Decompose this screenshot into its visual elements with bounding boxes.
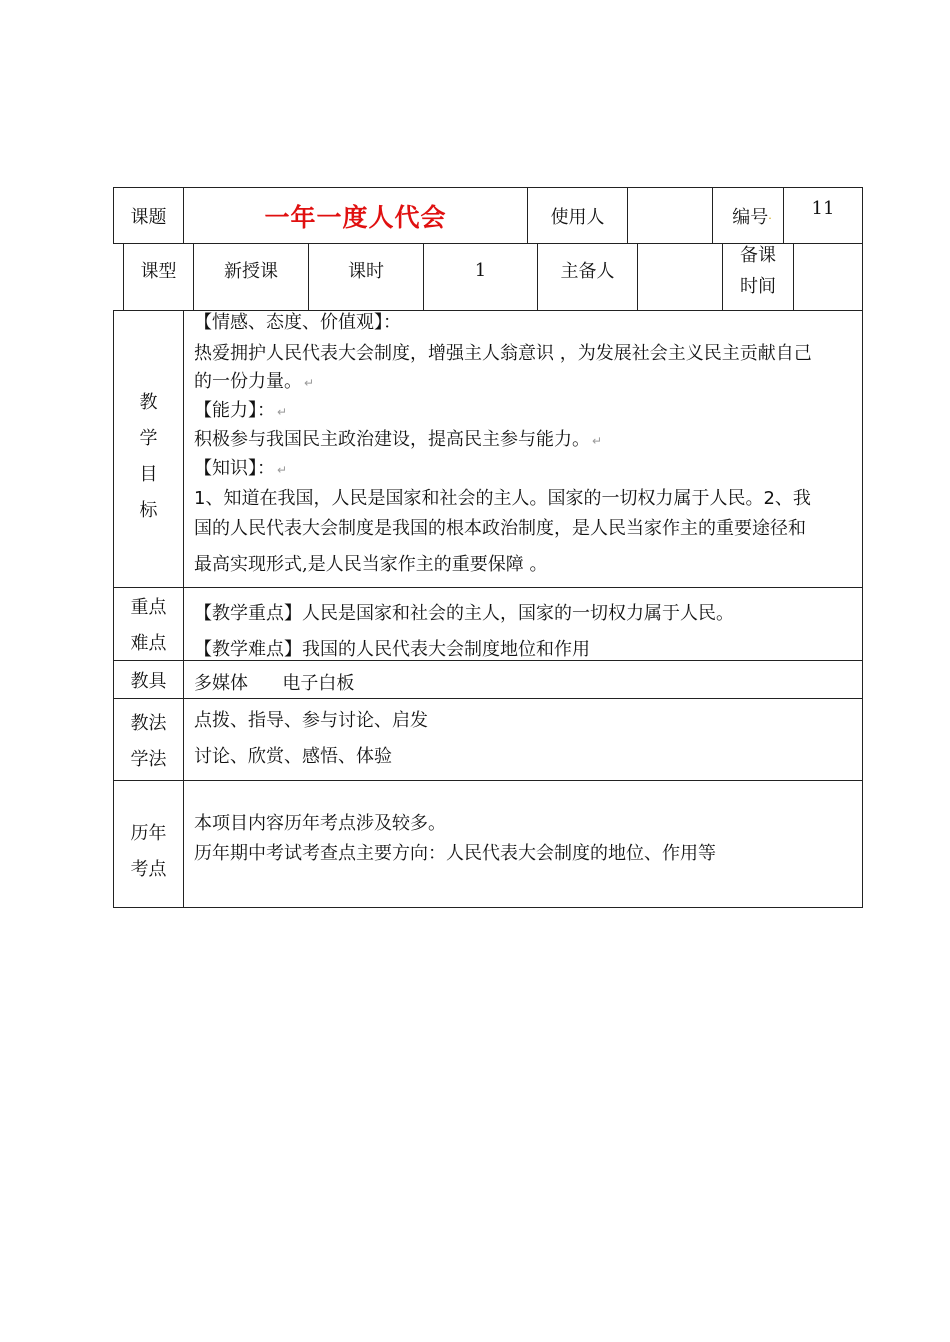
type-label: 课型 <box>140 261 177 282</box>
objectives-label-char: 标 <box>139 500 158 521</box>
objectives-content <box>194 309 854 580</box>
return-mark: ↵ <box>277 463 288 477</box>
prep-time-label <box>723 240 793 302</box>
methods-label <box>114 706 183 778</box>
preparer-value <box>638 244 722 296</box>
knowledge-line-3: 最高实现形式,是人民当家作主的重要保障 。 <box>194 554 548 575</box>
number-value: 11 <box>811 198 835 219</box>
preparer-label: 主备人 <box>560 261 615 282</box>
emotion-line-1: 热爱拥护人民代表大会制度，增强主人翁意识 ，为发展社会主义民主贡献自己 <box>194 343 812 364</box>
format-dot: . <box>768 209 772 222</box>
key-points-label-line1: 重点 <box>130 597 167 618</box>
objectives-label-char: 目 <box>139 464 158 485</box>
hours-value: 1 <box>474 259 487 281</box>
emotion-line-2 <box>194 368 854 397</box>
user-label: 使用人 <box>550 206 605 228</box>
return-mark: ↵ <box>277 405 288 419</box>
tools-value: 多媒体 电子白板 <box>194 673 355 694</box>
objectives-label-char: 学 <box>139 428 158 449</box>
knowledge-heading <box>194 455 854 484</box>
ability-heading <box>194 397 854 426</box>
hours-label: 课时 <box>348 261 384 282</box>
methods-content <box>194 703 854 775</box>
difficult-point-line: 【教学难点】我国的人民代表大会制度地位和作用 <box>194 639 590 660</box>
methods-label-line2: 学法 <box>130 749 167 770</box>
exam-line-1: 本项目内容历年考点涉及较多。 <box>194 813 446 834</box>
tools-label: 教具 <box>130 670 167 692</box>
knowledge-line-1: 1、知道在我国，人民是国家和社会的主人。国家的一切权力属于人民。2、我 <box>194 488 811 509</box>
methods-line-1: 点拨、指导、参与讨论、启发 <box>194 710 428 731</box>
ability-heading-text: 【能力】： <box>194 400 275 421</box>
number-cell <box>713 188 783 243</box>
exam-line-2: 历年期中考试考查点主要方向：人民代表大会制度的地位、作用等 <box>194 843 716 864</box>
ability-line <box>194 426 854 455</box>
exam-label-line2: 考点 <box>130 859 167 880</box>
return-mark: ↵ <box>304 376 315 390</box>
prep-time-label-line1: 备课 <box>740 245 776 266</box>
topic-label: 课题 <box>130 206 167 228</box>
knowledge-heading-text: 【知识】： <box>194 458 275 479</box>
topic-title: 一年一度人代会 <box>264 202 447 232</box>
key-points-label-line2: 难点 <box>130 633 167 654</box>
emotion-heading: 【情感、态度、价值观】： <box>194 312 401 333</box>
key-point-line: 【教学重点】人民是国家和社会的主人，国家的一切权力属于人民。 <box>194 603 734 624</box>
user-value <box>628 188 712 243</box>
number-label: 编号 <box>732 206 769 228</box>
exam-label-line1: 历年 <box>130 823 167 844</box>
knowledge-line-2: 国的人民代表大会制度是我国的根本政治制度，是人民当家作主的重要途径和 <box>194 518 806 539</box>
methods-label-line1: 教法 <box>130 713 167 734</box>
key-points-content <box>194 596 854 668</box>
objectives-label <box>114 385 183 529</box>
prep-time-label-line2: 时间 <box>740 276 776 297</box>
exam-content <box>194 809 854 869</box>
emotion-line-2-text: 的一份力量。 <box>194 371 302 392</box>
exam-label <box>114 816 183 888</box>
return-mark: ↵ <box>592 434 603 448</box>
objectives-label-char: 教 <box>139 392 158 413</box>
type-value: 新授课 <box>224 261 278 282</box>
methods-line-2: 讨论、欣赏、感悟、体验 <box>194 746 392 767</box>
key-points-label <box>114 590 183 662</box>
ability-line-text: 积极参与我国民主政治建设，提高民主参与能力。 <box>194 429 590 450</box>
prep-time-value <box>794 244 862 296</box>
